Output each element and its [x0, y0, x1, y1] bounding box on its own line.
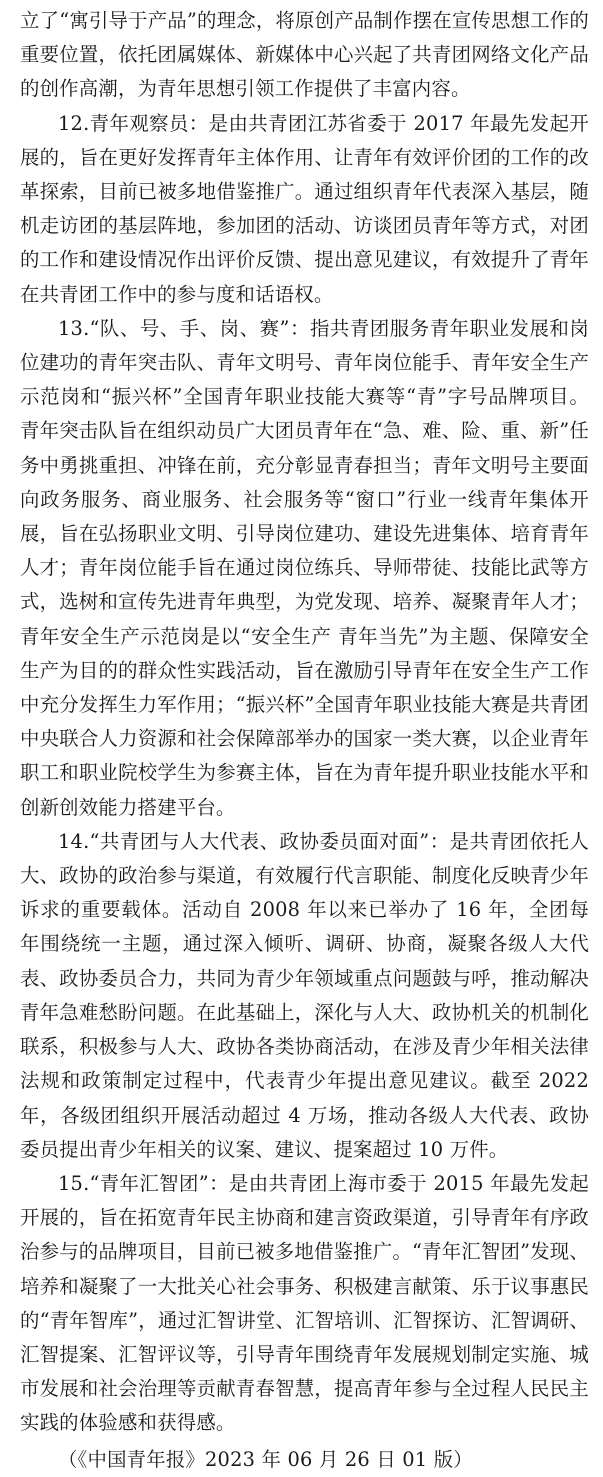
source-citation: （《中国青年报》2023 年 06 月 26 日 01 版）: [58, 1447, 473, 1471]
paragraph-continuation: 立了“寓引导于产品”的理念，将原创产品制作摆在宣传思想工作的重要位置，依托团属媒体、新媒体中心兴起了共青团网络文化产品的创作高潮，为青年思想引领工作提供了丰富内容。: [20, 9, 589, 101]
paragraph-item-15: 15.“青年汇智团”：是由共青团上海市委于 2015 年最先发起开展的，旨在拓宽青年民主协商和建言资政渠道，引导青年有序政治参与的品牌项目，目前已被多地借鉴推广。“青年汇智团”发现、培养和凝聚了一大批关心社会事务、积极建言献策、乐于议事惠民的“青年智库”，通过汇智讲堂、汇智培训、汇智探访、汇智调研、汇智提案、汇智评议等，引导青年围绕青年发展规划制定实施、城市发展和社会治理等贡献青春智慧，提高青年参与全过程人民民主实践的体验感和获得感。: [20, 1171, 589, 1435]
paragraph-item-13: 13.“队、号、手、岗、赛”：指共青团服务青年职业发展和岗位建功的青年突击队、青年文明号、青年岗位能手、青年安全生产示范岗和“振兴杯”全国青年职业技能大赛等“青”字号品牌项目。青年突击队旨在组织动员广大团员青年在“急、难、险、重、新”任务中勇挑重担、冲锋在前，充分彰显青春担当；青年文明号主要面向政务服务、商业服务、社会服务等“窗口”行业一线青年集体开展，旨在弘扬职业文明、引导岗位建功、建设先进集体、培育青年人才；青年岗位能手旨在通过岗位练兵、导师带徒、技能比武等方式，选树和宣传先进青年典型，为党发现、培养、凝聚青年人才；青年安全生产示范岗是以“安全生产 青年当先”为主题、保障安全生产为目的的群众性实践活动，旨在激励引导青年在安全生产工作中充分发挥生力军作用；“振兴杯”全国青年职业技能大赛是共青团中央联合人力资源和社会保障部举办的国家一类大赛，以企业青年职工和职业院校学生为参赛主体，旨在为青年提升职业技能水平和创新创效能力搭建平台。: [20, 316, 589, 819]
paragraph-item-14: 14.“共青团与人大代表、政协委员面对面”：是共青团依托人大、政协的政治参与渠道，有效履行代言职能、制度化反映青少年诉求的重要载体。活动自 2008 年以来已举办了 16 年，全团每年围绕统一主题，通过深入倾听、调研、协商，凝聚各级人大代表、政协委员合力，共同为青少年领域重点问题鼓与呼，推动解决青年急难愁盼问题。在此基础上，深化与人大、政协机关的机制化联系，积极参与人大、政协各类协商活动，在涉及青少年相关法律法规和政策制定过程中，代表青少年提出意见建议。截至 2022 年，各级团组织开展活动超过 4 万场，推动各级人大代表、政协委员提出青少年相关的议案、建议、提案超过 10 万件。: [20, 829, 589, 1161]
paragraph-item-12: 12.青年观察员：是由共青团江苏省委于 2017 年最先发起开展的，旨在更好发挥青年主体作用、让青年有效评价团的工作的改革探索，目前已被多地借鉴推广。通过组织青年代表深入基层，随机走访团的基层阵地，参加团的活动、访谈团员青年等方式，对团的工作和建设情况作出评价反馈、提出意见建议，有效提升了青年在共青团工作中的参与度和话语权。: [20, 111, 589, 306]
